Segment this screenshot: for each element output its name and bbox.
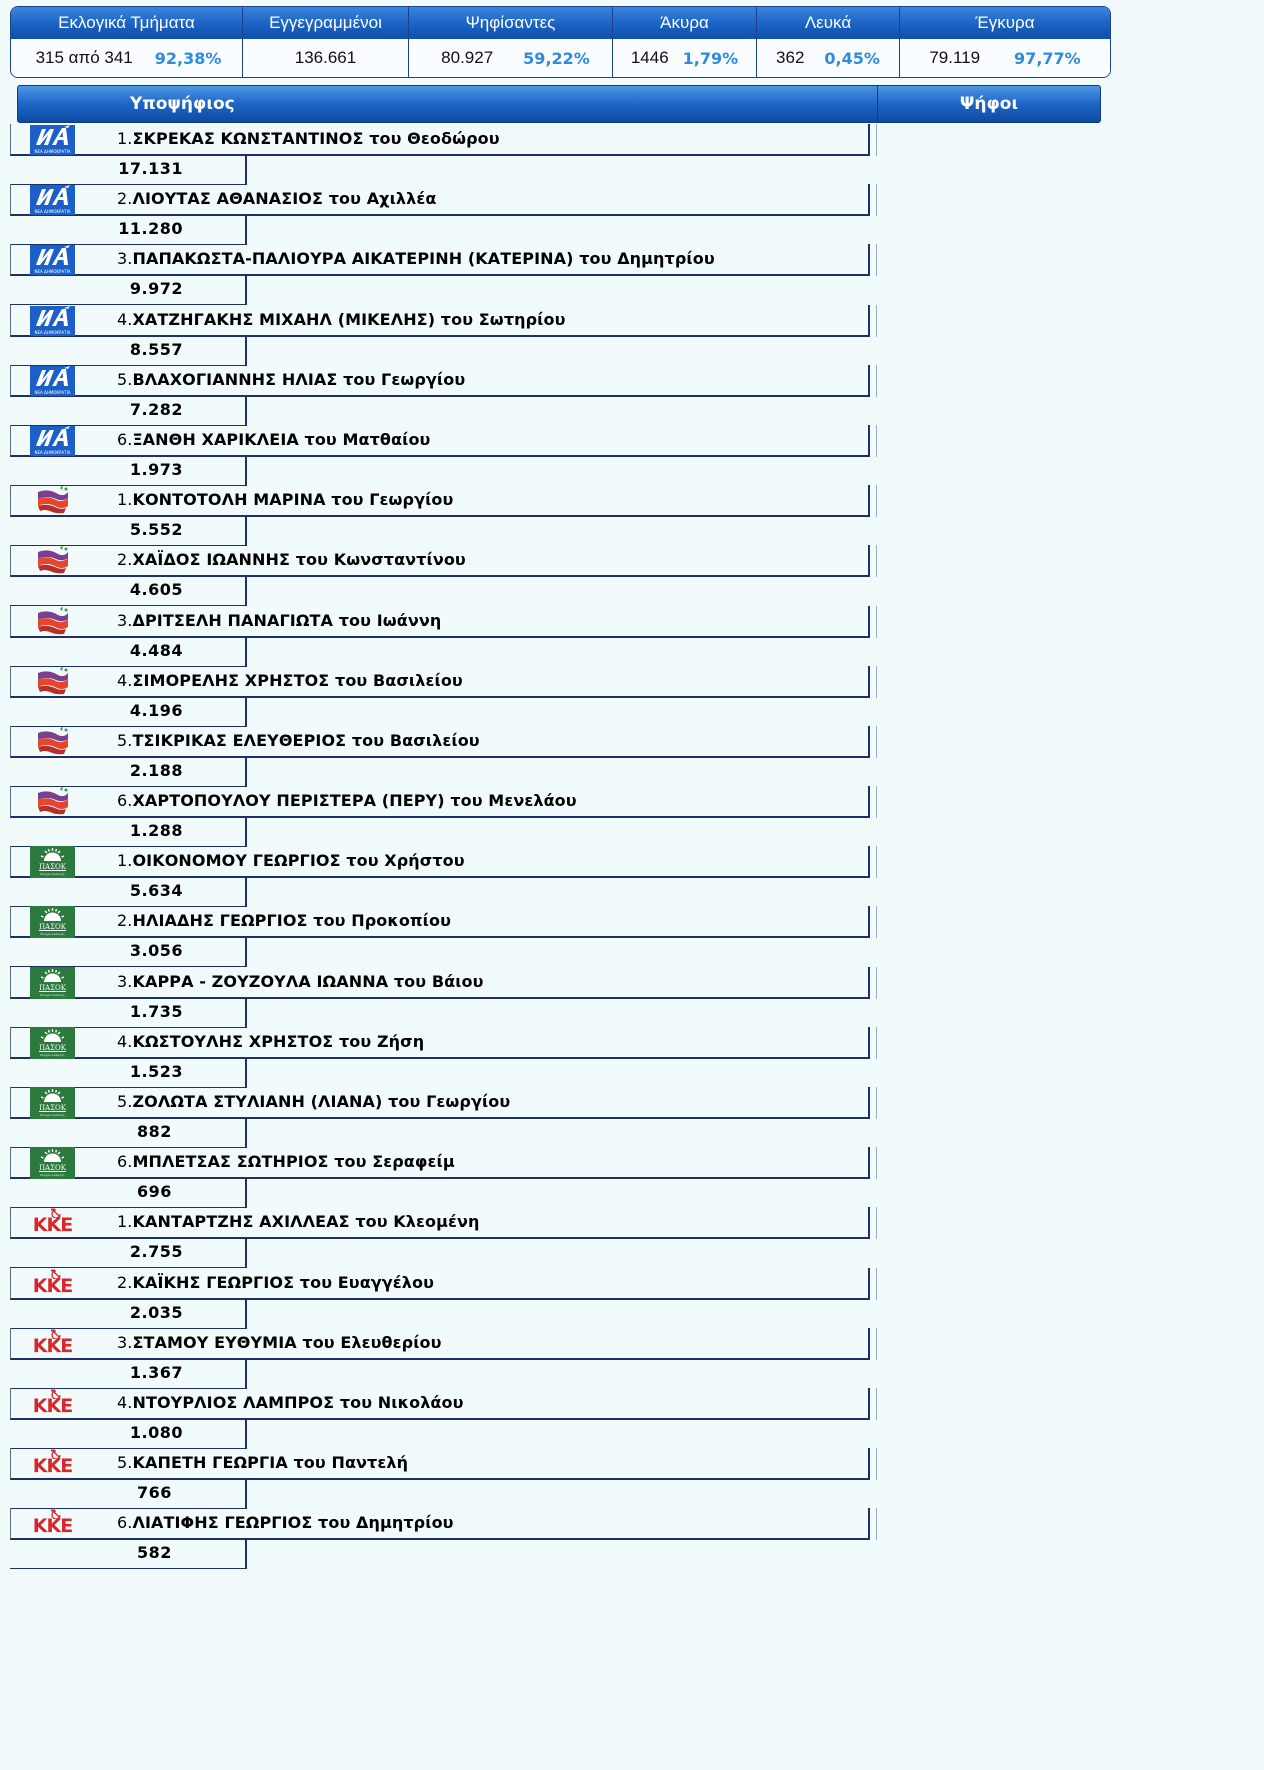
- candidate-position: 5.: [117, 1092, 133, 1111]
- candidate-fullname: ΧΑΪΔΟΣ ΙΩΑΝΝΗΣ του Κωνσταντίνου: [132, 550, 466, 570]
- candidate-column-header: Υποψήφιος: [18, 86, 878, 122]
- kke-logo-icon: [30, 1329, 75, 1359]
- votes-column-divider: [876, 1027, 877, 1059]
- candidate-name[interactable]: [117, 1273, 434, 1292]
- candidate-votes: 2.188: [129, 760, 183, 780]
- votes-column-divider: [876, 124, 877, 156]
- candidate-row: [0, 1508, 1120, 1568]
- party-logo: [30, 1208, 75, 1238]
- candidate-position: 5.: [117, 369, 133, 389]
- pasok-logo-text: ΠΑΣΟΚ: [38, 983, 67, 992]
- party-logo: [30, 1028, 75, 1058]
- candidate-position: 4.: [117, 1031, 133, 1051]
- candidate-position: 5.: [117, 730, 133, 750]
- stat-registered: [243, 7, 409, 77]
- candidate-votes: 1.080: [129, 1422, 183, 1442]
- candidate-position: 3.: [117, 610, 133, 630]
- votes-column-divider: [876, 545, 877, 577]
- candidate-name[interactable]: [117, 731, 480, 750]
- pasok-logo-icon: [30, 1027, 75, 1059]
- candidate-votes: 3.056: [129, 941, 183, 961]
- candidate-row: [0, 485, 1120, 545]
- candidate-position: 1.: [117, 1212, 133, 1232]
- party-logo: [30, 546, 75, 576]
- candidate-fullname: ΗΛΙΑΔΗΣ ΓΕΩΡΓΙΟΣ του Προκοπίου: [132, 911, 452, 931]
- stat-percent: 59,22%: [523, 48, 590, 68]
- candidate-name[interactable]: [117, 972, 484, 991]
- party-logo: [30, 125, 75, 155]
- candidate-row: [0, 666, 1120, 726]
- pasok-logo-text: ΠΑΣΟΚ: [38, 863, 67, 872]
- party-logo: [30, 607, 75, 637]
- kke-logo-icon: [30, 1449, 75, 1479]
- candidate-votes: 1.735: [129, 1001, 183, 1021]
- candidate-votes: 766: [137, 1483, 172, 1503]
- pasok-logo-text: ΠΑΣΟΚ: [38, 1164, 67, 1173]
- candidate-position: 6.: [117, 791, 133, 811]
- candidate-name[interactable]: [117, 550, 466, 569]
- nd-logo-text: ΝΕΑ ΔΗΜΟΚΡΑΤΙΑ: [34, 389, 71, 395]
- stat-value: 1446: [630, 48, 669, 67]
- stat-value: 362: [776, 48, 805, 67]
- candidate-fullname: ΛΙΟΥΤΑΣ ΑΘΑΝΑΣΙΟΣ του Αχιλλέα: [132, 189, 437, 209]
- stat-label: Ψηφίσαντες: [409, 7, 612, 39]
- candidate-row: [0, 124, 1120, 184]
- candidate-position: 1.: [117, 851, 133, 871]
- candidate-row: [0, 1087, 1120, 1147]
- party-logo: [30, 245, 75, 275]
- candidate-position: 4.: [117, 1392, 133, 1412]
- votes-column-divider: [876, 726, 877, 758]
- candidate-votes: 4.484: [129, 640, 183, 660]
- pasok-logo-icon: [30, 967, 75, 999]
- candidate-fullname: ΣΚΡΕΚΑΣ ΚΩΝΣΤΑΝΤΙΝΟΣ του Θεοδώρου: [132, 129, 500, 148]
- pasok-logo-subtext: Κίνημα Αλλαγής: [40, 1052, 65, 1057]
- candidate-position: 3.: [117, 971, 133, 991]
- candidate-row: [0, 1328, 1120, 1388]
- votes-column-divider: [876, 1388, 877, 1420]
- pasok-logo-icon: [30, 846, 75, 878]
- candidate-fullname: ΤΣΙΚΡΙΚΑΣ ΕΛΕΥΘΕΡΙΟΣ του Βασιλείου: [132, 730, 480, 750]
- candidate-fullname: ΣΙΜΟΡΕΛΗΣ ΧΡΗΣΤΟΣ του Βασιλείου: [132, 670, 463, 690]
- candidate-fullname: ΔΡΙΤΣΕΛΗ ΠΑΝΑΓΙΩΤΑ του Ιωάννη: [132, 610, 442, 630]
- candidate-row: [0, 365, 1120, 425]
- party-logo: [30, 907, 75, 937]
- candidate-position: 1.: [117, 129, 133, 148]
- party-logo: [30, 1148, 75, 1178]
- nea-dimokratia-logo-icon: [30, 306, 75, 336]
- party-logo: [30, 1088, 75, 1118]
- candidate-votes: 7.282: [129, 399, 183, 419]
- candidate-name[interactable]: [117, 129, 500, 148]
- candidate-row: [0, 545, 1120, 605]
- candidate-fullname: ΚΑΡΡΑ - ΖΟΥΖΟΥΛΑ ΙΩΑΝΝΑ του Βάιου: [132, 971, 484, 991]
- party-logo: [30, 1449, 75, 1479]
- nea-dimokratia-logo-icon: [30, 125, 75, 155]
- kke-logo-icon: [30, 1389, 75, 1419]
- kke-logo-text: ΚΚΕ: [32, 1394, 73, 1417]
- stat-label: Άκυρα: [613, 7, 756, 39]
- candidate-votes: 11.280: [118, 219, 183, 239]
- kke-logo-text: ΚΚΕ: [32, 1214, 73, 1237]
- party-logo: [30, 426, 75, 456]
- candidate-fullname: ΧΑΡΤΟΠΟΥΛΟΥ ΠΕΡΙΣΤΕΡΑ (ΠΕΡΥ) του Μενελάου: [132, 791, 577, 811]
- votes-column-divider: [876, 425, 877, 457]
- stat-percent: 92,38%: [154, 48, 222, 68]
- pasok-logo-icon: [30, 1087, 75, 1119]
- candidate-votes: 8.557: [129, 339, 183, 359]
- kke-logo-icon: [30, 1269, 75, 1299]
- votes-column-divider: [876, 846, 877, 878]
- party-logo: [30, 968, 75, 998]
- candidate-votes: 2.035: [129, 1302, 183, 1322]
- votes-column-divider: [876, 1508, 877, 1540]
- candidate-name[interactable]: [117, 611, 441, 630]
- candidate-row: [0, 786, 1120, 846]
- candidate-votes: 1.973: [129, 459, 183, 479]
- candidate-votes: 9.972: [129, 279, 183, 299]
- candidate-name[interactable]: [117, 1393, 464, 1412]
- candidate-votes: 696: [137, 1182, 172, 1202]
- votes-column-divider: [876, 244, 877, 276]
- party-logo: [30, 306, 75, 336]
- candidate-position: 2.: [117, 550, 133, 570]
- candidate-fullname: ΚΑΝΤΑΡΤΖΗΣ ΑΧΙΛΛΕΑΣ του Κλεομένη: [132, 1212, 480, 1232]
- candidate-name[interactable]: [117, 430, 430, 449]
- syriza-logo-icon: [30, 607, 75, 637]
- stat-blank: [757, 7, 900, 77]
- party-logo: [30, 787, 75, 817]
- pasok-logo-subtext: Κίνημα Αλλαγής: [40, 1113, 65, 1117]
- candidate-row: [0, 1207, 1120, 1267]
- kke-logo-text: ΚΚΕ: [32, 1515, 73, 1538]
- stat-percent: 1,79%: [682, 48, 739, 68]
- kke-logo-icon: [30, 1208, 75, 1238]
- stat-label: Εγγεγραμμένοι: [243, 7, 408, 39]
- candidate-name[interactable]: [117, 1152, 455, 1171]
- candidate-row: [0, 1147, 1120, 1207]
- nea-dimokratia-logo-icon: [30, 245, 75, 275]
- votes-column-divider: [876, 485, 877, 517]
- pasok-logo-subtext: Κίνημα Αλλαγής: [40, 1173, 65, 1178]
- candidate-position: 1.: [117, 490, 133, 510]
- candidate-votes: 17.131: [118, 159, 183, 178]
- pasok-logo-subtext: Κίνημα Αλλαγής: [40, 992, 65, 997]
- candidate-row: [0, 846, 1120, 906]
- nd-logo-text: ΝΕΑ ΔΗΜΟΚΡΑΤΙΑ: [34, 449, 71, 455]
- party-logo: [30, 667, 75, 697]
- candidate-row: [0, 184, 1120, 244]
- candidate-name[interactable]: [117, 1333, 442, 1352]
- stat-value: 136.661: [294, 48, 357, 67]
- candidate-votes: 582: [137, 1543, 172, 1563]
- candidate-name[interactable]: [117, 310, 566, 329]
- stat-voted: [409, 7, 613, 77]
- votes-column-divider: [876, 1147, 877, 1179]
- votes-column-divider: [876, 666, 877, 698]
- candidate-votes: 1.523: [129, 1061, 183, 1081]
- candidate-votes: 4.605: [129, 580, 183, 600]
- candidate-name[interactable]: [117, 189, 436, 208]
- votes-column-divider: [876, 967, 877, 999]
- stat-value: 315 από 341: [35, 48, 133, 67]
- nd-logo-text: ΝΕΑ ΔΗΜΟΚΡΑΤΙΑ: [34, 209, 71, 215]
- candidate-votes: 1.367: [129, 1362, 183, 1382]
- candidate-name[interactable]: [117, 1513, 454, 1532]
- candidate-fullname: ΞΑΝΘΗ ΧΑΡΙΚΛΕΙΑ του Ματθαίου: [132, 429, 431, 449]
- candidate-name[interactable]: [117, 851, 465, 870]
- candidate-name[interactable]: [117, 490, 453, 509]
- candidate-fullname: ΛΙΑΤΙΦΗΣ ΓΕΩΡΓΙΟΣ του Δημητρίου: [132, 1513, 454, 1533]
- candidate-name[interactable]: [117, 1212, 480, 1231]
- candidate-fullname: ΟΙΚΟΝΟΜΟΥ ΓΕΩΡΓΙΟΣ του Χρήστου: [132, 851, 465, 871]
- stat-label: Λευκά: [757, 7, 899, 39]
- syriza-logo-icon: [30, 486, 75, 516]
- votes-column-divider: [876, 305, 877, 337]
- candidate-row: [0, 906, 1120, 966]
- pasok-logo-icon: [30, 906, 75, 938]
- pasok-logo-subtext: Κίνημα Αλλαγής: [40, 872, 65, 877]
- candidate-votes: 5.552: [129, 520, 183, 540]
- candidate-fullname: ΚΩΣΤΟΥΛΗΣ ΧΡΗΣΤΟΣ του Ζήση: [132, 1031, 425, 1051]
- candidate-position: 5.: [117, 1453, 133, 1473]
- syriza-logo-icon: [30, 546, 75, 576]
- candidate-fullname: ΣΤΑΜΟΥ ΕΥΘΥΜΙΑ του Ελευθερίου: [132, 1332, 442, 1352]
- votes-column-divider: [876, 1448, 877, 1480]
- stat-percent: 97,77%: [1014, 48, 1081, 68]
- party-logo: [30, 1509, 75, 1539]
- stat-value: 79.119: [929, 48, 981, 67]
- candidate-row: [0, 1448, 1120, 1508]
- candidate-fullname: ΖΟΛΩΤΑ ΣΤΥΛΙΑΝΗ (ΛΙΑΝΑ) του Γεωργίου: [132, 1092, 511, 1111]
- candidate-position: 6.: [117, 1152, 133, 1172]
- candidate-position: 6.: [117, 429, 133, 449]
- candidate-row: [0, 244, 1120, 304]
- votes-column-header: Ψήφοι: [959, 94, 1019, 114]
- candidate-fullname: ΠΑΠΑΚΩΣΤΑ-ΠΑΛΙΟΥΡΑ ΑΙΚΑΤΕΡΙΝΗ (ΚΑΤΕΡΙΝΑ) του Δημητρίου: [132, 249, 715, 269]
- candidate-name[interactable]: [117, 911, 451, 930]
- candidate-name[interactable]: [117, 671, 463, 690]
- syriza-logo-icon: [30, 727, 75, 757]
- votes-column-divider: [876, 906, 877, 938]
- nea-dimokratia-logo-icon: [30, 426, 75, 456]
- votes-column-divider: [876, 786, 877, 818]
- nea-dimokratia-logo-icon: [30, 185, 75, 215]
- candidates-table-header: [17, 85, 1101, 123]
- candidate-fullname: ΚΑΠΕΤΗ ΓΕΩΡΓΙΑ του Παντελή: [132, 1453, 409, 1473]
- candidate-row: [0, 425, 1120, 485]
- candidate-fullname: ΒΛΑΧΟΓΙΑΝΝΗΣ ΗΛΙΑΣ του Γεωργίου: [132, 369, 466, 389]
- candidate-position: 4.: [117, 309, 133, 329]
- stat-polling-stations: [11, 7, 243, 77]
- candidate-row: [0, 726, 1120, 786]
- candidate-position: 3.: [117, 1332, 133, 1352]
- candidate-name[interactable]: [117, 791, 577, 810]
- kke-logo-icon: [30, 1509, 75, 1539]
- stat-value: 80.927: [441, 48, 494, 67]
- candidate-votes: 4.196: [129, 700, 183, 720]
- results-summary-bar: [10, 6, 1111, 78]
- pasok-logo-subtext: Κίνημα Αλλαγής: [40, 932, 65, 937]
- candidates-list: [0, 124, 1120, 1569]
- votes-column-divider: [876, 1087, 877, 1119]
- candidate-name[interactable]: [117, 249, 715, 268]
- votes-column-divider: [876, 606, 877, 638]
- nd-logo-text: ΝΕΑ ΔΗΜΟΚΡΑΤΙΑ: [34, 329, 71, 335]
- pasok-logo-text: ΠΑΣΟΚ: [38, 923, 67, 932]
- votes-column-divider: [876, 365, 877, 397]
- candidate-row: [0, 1268, 1120, 1328]
- candidate-fullname: ΜΠΛΕΤΣΑΣ ΣΩΤΗΡΙΟΣ του Σεραφείμ: [132, 1152, 455, 1172]
- nea-dimokratia-logo-icon: [30, 366, 75, 396]
- candidate-row: [0, 1027, 1120, 1087]
- candidate-row: [0, 305, 1120, 365]
- stat-invalid: [613, 7, 757, 77]
- candidate-position: 2.: [117, 189, 133, 209]
- candidate-position: 4.: [117, 670, 133, 690]
- candidate-row: [0, 1388, 1120, 1448]
- candidate-position: 6.: [117, 1513, 133, 1533]
- candidate-row: [0, 606, 1120, 666]
- candidate-votes: 2.755: [129, 1242, 183, 1262]
- candidate-fullname: ΚΟΝΤΟΤΟΛΗ ΜΑΡΙΝΑ του Γεωργίου: [132, 490, 454, 510]
- party-logo: [30, 1389, 75, 1419]
- nd-logo-text: ΝΕΑ ΔΗΜΟΚΡΑΤΙΑ: [34, 269, 71, 275]
- votes-column-divider: [876, 184, 877, 216]
- party-logo: [30, 727, 75, 757]
- stat-label: Εκλογικά Τμήματα: [11, 7, 242, 39]
- syriza-logo-icon: [30, 787, 75, 817]
- stat-label: Έγκυρα: [900, 7, 1110, 39]
- party-logo: [30, 1329, 75, 1359]
- candidate-votes: 5.634: [129, 881, 183, 901]
- votes-column-divider: [876, 1268, 877, 1300]
- party-logo: [30, 847, 75, 877]
- candidate-fullname: ΚΑΪΚΗΣ ΓΕΩΡΓΙΟΣ του Ευαγγέλου: [132, 1272, 435, 1292]
- party-logo: [30, 486, 75, 516]
- candidate-name[interactable]: [117, 1453, 408, 1472]
- pasok-logo-icon: [30, 1147, 75, 1179]
- candidate-position: 2.: [117, 1272, 133, 1292]
- candidate-name[interactable]: [117, 370, 465, 389]
- pasok-logo-text: ΠΑΣΟΚ: [38, 1104, 67, 1112]
- candidate-position: 2.: [117, 911, 133, 931]
- candidate-name[interactable]: [117, 1032, 424, 1051]
- kke-logo-text: ΚΚΕ: [32, 1334, 73, 1357]
- candidate-votes: 1.288: [129, 821, 183, 841]
- votes-column-divider: [876, 1207, 877, 1239]
- party-logo: [30, 185, 75, 215]
- candidate-name[interactable]: [117, 1092, 510, 1111]
- party-logo: [30, 366, 75, 396]
- stat-percent: 0,45%: [824, 48, 880, 68]
- candidate-position: 3.: [117, 249, 133, 269]
- pasok-logo-text: ΠΑΣΟΚ: [38, 1043, 67, 1052]
- party-logo: [30, 1269, 75, 1299]
- syriza-logo-icon: [30, 667, 75, 697]
- stat-valid: [900, 7, 1110, 77]
- votes-column-divider: [876, 1328, 877, 1360]
- kke-logo-text: ΚΚΕ: [32, 1455, 73, 1478]
- candidate-fullname: ΝΤΟΥΡΛΙΟΣ ΛΑΜΠΡΟΣ του Νικολάου: [132, 1392, 464, 1412]
- nd-logo-text: ΝΕΑ ΔΗΜΟΚΡΑΤΙΑ: [34, 149, 71, 154]
- candidate-votes: 882: [137, 1122, 172, 1141]
- candidate-fullname: ΧΑΤΖΗΓΑΚΗΣ ΜΙΧΑΗΛ (ΜΙΚΕΛΗΣ) του Σωτηρίου: [132, 309, 566, 329]
- kke-logo-text: ΚΚΕ: [32, 1274, 73, 1297]
- candidate-row: [0, 967, 1120, 1027]
